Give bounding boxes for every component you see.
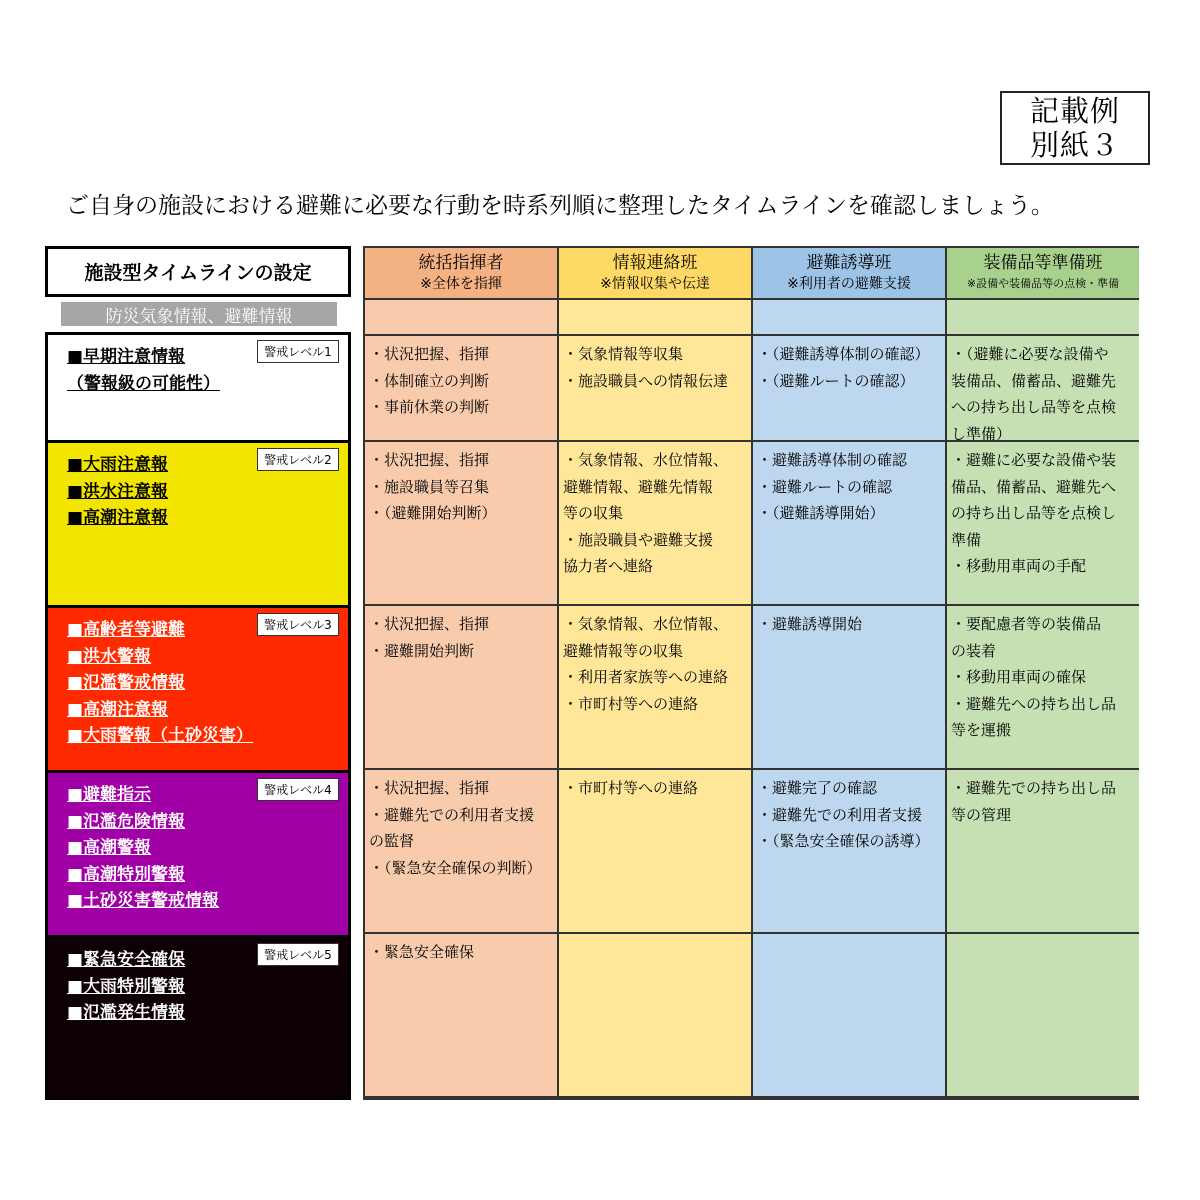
action-line: 避難情報、避難先情報 [563, 477, 714, 496]
alert-level-cell [48, 335, 348, 440]
action-line: ・（緊急安全確保の判断） [369, 858, 542, 877]
action-line: ・市町村等への連絡 [563, 779, 699, 797]
action-line: ・状況把握、指揮 [369, 779, 490, 797]
action-line: ・利用者家族等への連絡 [563, 668, 729, 686]
spacer-cell [947, 300, 1139, 334]
spacer-cell [559, 300, 751, 334]
action-cell [365, 934, 557, 1096]
alert-item: ■大雨特別警報 [67, 976, 186, 997]
action-line: ・（緊急安全確保の誘導） [757, 832, 930, 850]
alert-item: ■高潮注意報 [67, 508, 169, 528]
action-line: ・気象情報、水位情報、 [563, 615, 729, 633]
spacer-cell [365, 300, 557, 334]
alert-item: ■氾濫警戒情報 [67, 673, 186, 693]
action-cell [753, 336, 945, 440]
column-name: 装備品等準備班 [983, 253, 1103, 273]
column-subtitle: ※利用者の避難支援 [787, 276, 911, 292]
action-line: ・（避難誘導開始） [757, 504, 885, 522]
action-cell [365, 442, 557, 604]
action-cell [753, 934, 945, 1096]
action-line: ・避難ルートの確認 [757, 477, 893, 496]
level-badge: 警戒レベル3 [257, 613, 339, 636]
action-line: ・施設職員や避難支援 [563, 530, 714, 549]
action-line: ・避難先での利用者支援 [757, 805, 923, 824]
action-line: ・気象情報、水位情報、 [563, 451, 729, 469]
column-header [753, 248, 945, 298]
alert-list [67, 782, 219, 915]
alert-item: ■洪水注意報 [67, 481, 169, 502]
spacer-cell [753, 300, 945, 334]
column-name: 情報連絡班 [612, 253, 698, 273]
action-line: 装備品、備蓄品、避難先 [951, 371, 1117, 390]
alert-item: ■氾濫発生情報 [67, 1003, 186, 1023]
action-cell [559, 442, 751, 604]
alert-item: ■緊急安全確保 [67, 950, 186, 970]
action-line: ・体制確立の判断 [369, 371, 490, 390]
alert-item: （警報級の可能性） [67, 373, 220, 394]
column-subtitle: ※情報収集や伝達 [600, 276, 710, 292]
sub-banner: 防災気象情報、避難情報 [61, 302, 337, 326]
action-line: 協力者へ連絡 [563, 557, 654, 575]
action-cell [753, 606, 945, 768]
column-header [365, 248, 557, 298]
column-subtitle: ※設備や装備品等の点検・準備 [966, 277, 1120, 290]
alert-item: ■高潮警報 [67, 838, 152, 858]
action-line: ・避難に必要な設備や装 [951, 451, 1117, 469]
action-cell [559, 606, 751, 768]
action-line: 避難情報等の収集 [563, 641, 684, 660]
action-line: ・状況把握、指揮 [369, 451, 490, 469]
alert-list [67, 947, 185, 1027]
attachment-label: 別紙３ [1029, 128, 1120, 162]
action-line: への持ち出し品等を点検 [951, 398, 1117, 416]
level-badge: 警戒レベル2 [257, 448, 339, 471]
alert-level-column [45, 332, 351, 1100]
instruction-text: ご自身の施設における避難に必要な行動を時系列順に整理したタイムラインを確認しましょう。 [66, 193, 1054, 219]
level-badge: 警戒レベル4 [257, 778, 339, 801]
alert-level-cell [48, 440, 348, 605]
action-cell [365, 770, 557, 932]
action-cell [753, 770, 945, 932]
alert-level-cell [48, 605, 348, 770]
action-line: ・避難先での利用者支援 [369, 805, 535, 824]
action-line: ・市町村等への連絡 [563, 694, 699, 713]
example-label: 記載例 [1029, 94, 1120, 128]
action-line: ・状況把握、指揮 [369, 345, 490, 363]
action-cell [559, 770, 751, 932]
alert-item: ■大雨注意報 [67, 455, 169, 475]
alert-item: ■洪水警報 [67, 646, 152, 667]
column-header [947, 248, 1139, 298]
column-name: 避難誘導班 [806, 253, 892, 273]
action-line: ・移動用車両の確保 [951, 668, 1087, 686]
action-line: ・施設職員等召集 [369, 477, 490, 496]
action-line: の持ち出し品等を点検し [951, 504, 1117, 522]
action-line: ・避難開始判断 [369, 641, 475, 660]
level-badge: 警戒レベル5 [257, 943, 339, 966]
action-cell [559, 934, 751, 1096]
action-line: の装着 [951, 641, 997, 660]
action-cell [559, 336, 751, 440]
action-line: ・緊急安全確保 [369, 943, 475, 961]
alert-item: ■早期注意情報 [67, 347, 186, 367]
alert-item: ■土砂災害警戒情報 [67, 891, 220, 911]
action-line: ・（避難に必要な設備や [951, 345, 1109, 363]
action-line: ・気象情報等収集 [563, 345, 684, 363]
alert-item: ■高齢者等避難 [67, 620, 186, 640]
action-cell [947, 770, 1139, 932]
alert-item: ■高潮注意報 [67, 699, 169, 720]
column-name: 統括指揮者 [418, 253, 504, 273]
action-line: ・（避難ルートの確認） [757, 371, 915, 390]
action-line: 等の収集 [563, 504, 624, 522]
action-line: ・（避難誘導体制の確認） [757, 345, 930, 363]
action-line: 等の管理 [951, 805, 1012, 824]
column-header [559, 248, 751, 298]
action-line: ・（避難開始判断） [369, 504, 497, 522]
alert-level-cell [48, 770, 348, 935]
action-line: ・避難先での持ち出し品 [951, 779, 1117, 797]
example-label-box [1000, 91, 1150, 165]
action-line: 準備 [951, 530, 982, 549]
alert-item: ■大雨警報（土砂災害） [67, 726, 254, 746]
action-line: ・避難完了の確認 [757, 779, 878, 797]
action-line: 備品、備蓄品、避難先へ [951, 477, 1117, 496]
action-cell [947, 442, 1139, 604]
timeline-title: 施設型タイムラインの設定 [45, 246, 351, 297]
action-cell [365, 336, 557, 440]
action-cell [753, 442, 945, 604]
alert-list [67, 344, 220, 397]
action-line: ・避難先への持ち出し品 [951, 694, 1117, 713]
timeline-grid [363, 246, 1139, 1100]
action-cell [947, 934, 1139, 1096]
action-cell [365, 606, 557, 768]
action-line: ・移動用車両の手配 [951, 557, 1087, 575]
alert-item: ■高潮特別警報 [67, 864, 186, 885]
action-line: ・事前休業の判断 [369, 398, 490, 416]
action-line: ・避難誘導開始 [757, 615, 863, 633]
action-line: ・状況把握、指揮 [369, 615, 490, 633]
action-line: 等を運搬 [951, 721, 1012, 739]
column-subtitle: ※全体を指揮 [420, 276, 502, 292]
alert-item: ■避難指示 [67, 785, 152, 805]
alert-level-cell [48, 935, 348, 1097]
alert-list [67, 617, 253, 750]
action-line: し準備） [951, 424, 1012, 440]
action-line: の監督 [369, 832, 415, 850]
alert-item: ■氾濫危険情報 [67, 811, 186, 832]
action-line: ・避難誘導体制の確認 [757, 451, 908, 469]
level-badge: 警戒レベル1 [257, 340, 339, 363]
action-line: ・要配慮者等の装備品 [951, 615, 1102, 633]
action-line: ・施設職員への情報伝達 [563, 371, 729, 390]
action-cell [947, 606, 1139, 768]
action-cell [947, 336, 1139, 440]
alert-list [67, 452, 168, 532]
